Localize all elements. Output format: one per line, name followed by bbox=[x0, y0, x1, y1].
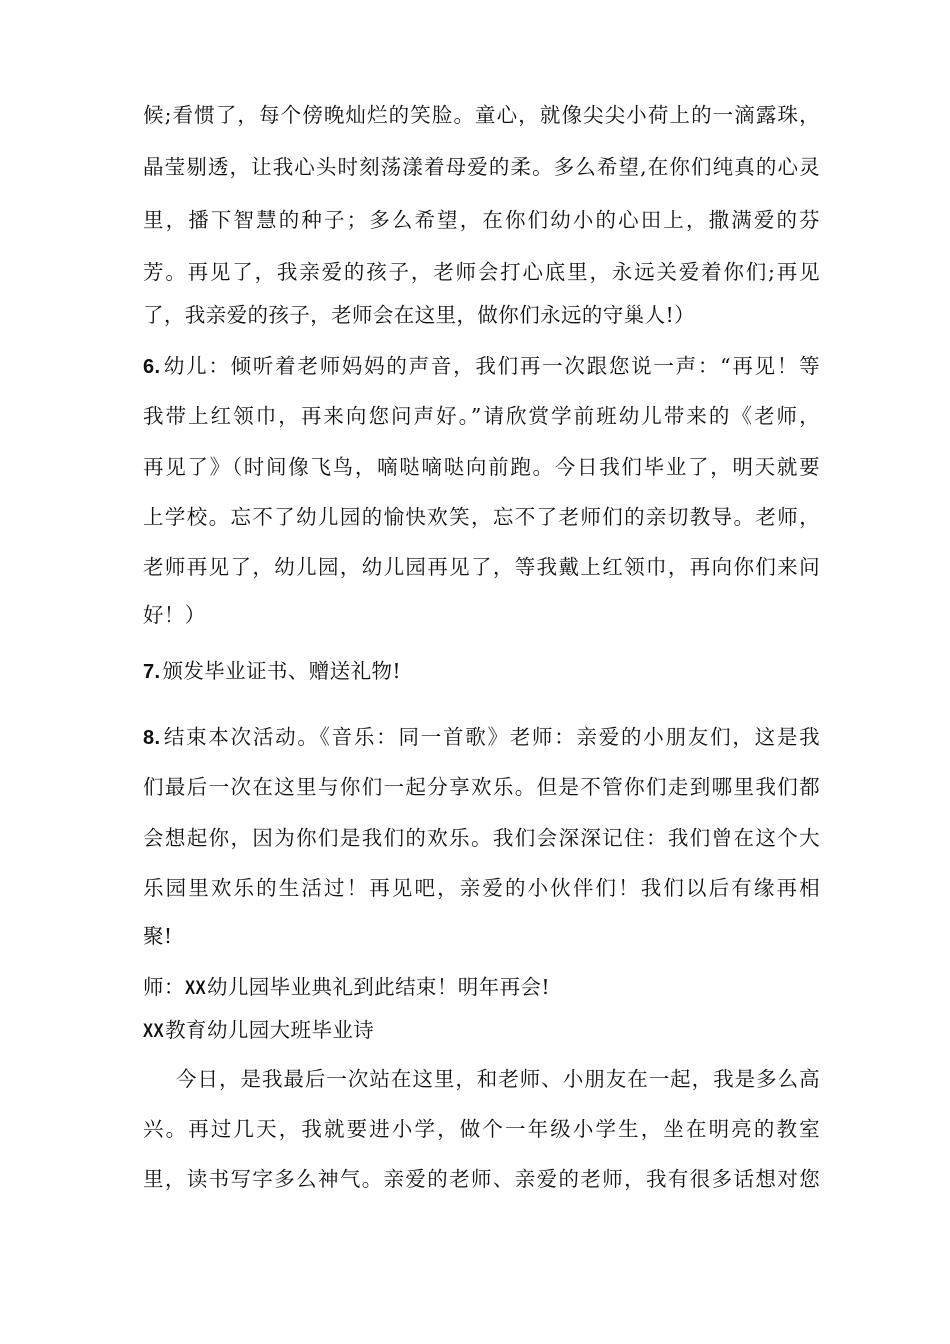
paragraph-line: 了，我亲爱的孩子，老师会在这里，做你们永远的守巢人!） bbox=[143, 303, 696, 327]
closing-prefix: 师： bbox=[143, 975, 185, 999]
paragraph-line: 里，播下智慧的种子；多么希望，在你们幼小的心田上，撒满爱的芬 bbox=[143, 208, 820, 232]
item-7-line bbox=[143, 657, 401, 686]
poem-line: 里，读书写字多么神气。亲爱的老师、亲爱的老师，我有很多话想对您 bbox=[143, 1167, 820, 1191]
paragraph-line: 聚! bbox=[143, 924, 173, 948]
placeholder-xx: XX bbox=[184, 978, 206, 999]
item-number: 6. bbox=[143, 356, 161, 378]
paragraph-line: 老师再见了，幼儿园，幼儿园再见了，等我戴上红领巾，再向你们来问 bbox=[143, 555, 820, 579]
paragraph-line: 们最后一次在这里与你们一起分享欢乐。但是不管你们走到哪里我们都 bbox=[143, 775, 820, 799]
item-8-first-line bbox=[143, 723, 820, 752]
paragraph-line: 我带上红领巾，再来向您问声好。”请欣赏学前班幼儿带来的《老师， bbox=[143, 404, 820, 428]
poem-title-text: 教育幼儿园大班毕业诗 bbox=[165, 1018, 375, 1042]
paragraph-line: 候;看惯了，每个傍晚灿烂的笑脸。童心，就像尖尖小荷上的一滴露珠， bbox=[143, 103, 820, 127]
item-6-first-line bbox=[143, 352, 820, 381]
placeholder-xx: XX bbox=[143, 1021, 164, 1042]
closing-text: 幼儿园毕业典礼到此结束！明年再会! bbox=[206, 975, 551, 999]
paragraph-line: 再见了》（时间像飞鸟，嘀哒嘀哒向前跑。今日我们毕业了，明天就要 bbox=[143, 455, 820, 479]
paragraph-line: 会想起你，因为你们是我们的欢乐。我们会深深记住：我们曾在这个大 bbox=[143, 826, 820, 850]
paragraph-line: 上学校。忘不了幼儿园的愉快欢笑，忘不了老师们的亲切教导。老师， bbox=[143, 505, 820, 529]
poem-line: 兴。再过几天，我就要进小学，做个一年级小学生，坐在明亮的教室 bbox=[143, 1117, 820, 1141]
item-number: 7. bbox=[143, 661, 161, 683]
item-number: 8. bbox=[143, 727, 161, 749]
paragraph-line: 乐园里欢乐的生活过！再见吧，亲爱的小伙伴们！我们以后有缘再相 bbox=[143, 876, 820, 900]
paragraph-line: 晶莹剔透，让我心头时刻荡漾着母爱的柔。多么希望,在你们纯真的心灵 bbox=[143, 155, 820, 179]
poem-line: 今日，是我最后一次站在这里，和老师、小朋友在一起，我是多么高 bbox=[176, 1067, 820, 1091]
poem-title bbox=[143, 1016, 374, 1046]
closing-line bbox=[143, 973, 550, 1003]
paragraph-line: 芳。再见了，我亲爱的孩子，老师会打心底里，永远关爱着你们;再见 bbox=[143, 260, 820, 284]
paragraph-line: 好！） bbox=[143, 603, 206, 627]
item-text: 结束本次活动。《音乐：同一首歌》老师：亲爱的小朋友们，这是我 bbox=[162, 725, 820, 749]
item-text: 幼儿：倾听着老师妈妈的声音，我们再一次跟您说一声：“再见！等 bbox=[162, 354, 820, 378]
item-text: 颁发毕业证书、赠送礼物! bbox=[162, 659, 402, 683]
